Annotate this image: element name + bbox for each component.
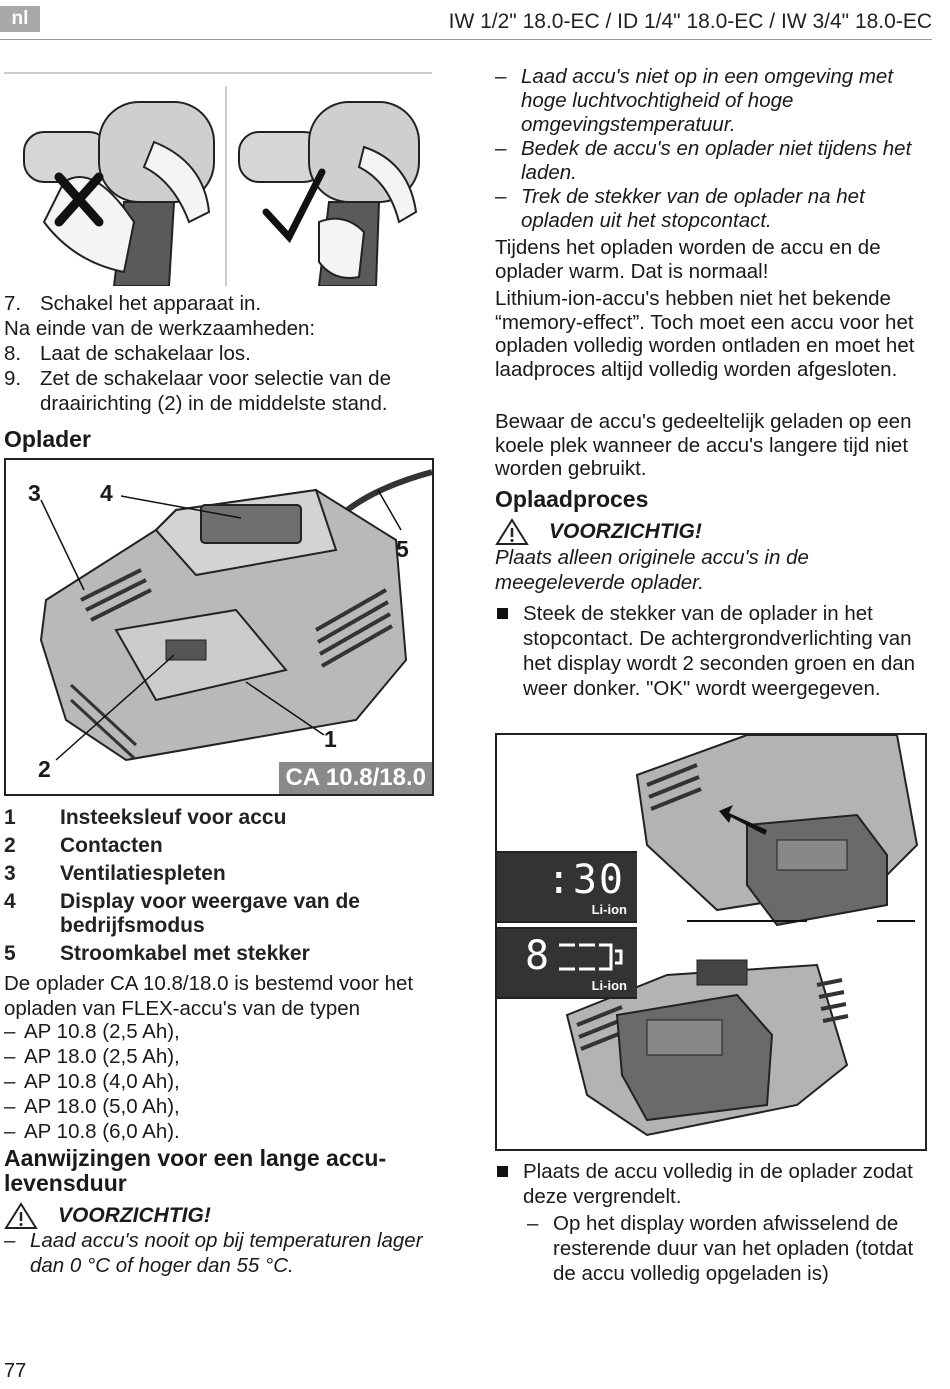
step-text: Schakel het apparaat in. xyxy=(40,292,262,315)
caution-list-left xyxy=(4,1228,432,1278)
battery-type-text: AP 10.8 (2,5 Ah), xyxy=(24,1020,180,1043)
caution-item-text: Laad accu's niet op in een omgeving met hoge luchtvochtigheid of hoge omgevingstemperatuur. xyxy=(521,65,894,136)
caution-block-left xyxy=(4,1202,211,1230)
header-title: IW 1/2" 18.0-EC / ID 1/4" 18.0-EC / IW 3/4" 18.0-EC xyxy=(448,10,932,33)
charging-process-heading: Oplaadproces xyxy=(495,486,649,512)
legend-item xyxy=(4,942,432,966)
bullet-insert-battery xyxy=(495,1159,930,1209)
battery-type-text: AP 10.8 (6,0 Ah). xyxy=(24,1120,180,1143)
steps-block xyxy=(4,291,432,416)
legend-item xyxy=(4,834,432,858)
callout-5: 5 xyxy=(396,536,409,562)
legend-text: Display voor weergave van de bedrijfsmodus xyxy=(60,890,360,937)
intro-paragraph: De oplader CA 10.8/18.0 is bestemd voor het opladen van FLEX-accu's van de typen xyxy=(4,972,414,1020)
charger-heading: Oplader xyxy=(4,426,91,452)
display-label: Li-ion xyxy=(591,902,627,917)
step-8 xyxy=(4,341,432,366)
legend-number: 5 xyxy=(4,942,16,965)
charger-legend xyxy=(4,806,432,966)
callout-4: 4 xyxy=(100,480,113,506)
bullet-text: Plaats de accu volledig in de oplader zodat deze vergrendelt. xyxy=(523,1160,913,1208)
legend-text: Stroomkabel met stekker xyxy=(60,942,310,965)
header-divider xyxy=(0,39,932,40)
step-number: 7. xyxy=(4,292,22,315)
legend-number: 4 xyxy=(4,890,16,913)
caution-label: VOORZICHTIG! xyxy=(58,1204,211,1227)
caution-item: – Bedek de accu's en oplader niet tijdens het laden. xyxy=(495,137,935,185)
legend-item xyxy=(4,862,432,886)
legend-text: Ventilatiespleten xyxy=(60,862,226,885)
sub-item-text: Op het display worden afwisselend de resterende duur van het opladen (totdat de accu volledig opgeladen is) xyxy=(553,1212,914,1285)
caution-text-right: Plaats alleen originele accu's in de meegeleverde oplader. xyxy=(495,546,809,594)
battery-type: – AP 10.8 (6,0 Ah). xyxy=(4,1120,180,1143)
step-number: 9. xyxy=(4,367,22,390)
legend-number: 1 xyxy=(4,806,16,829)
bullet-plug-in xyxy=(495,601,930,701)
caution-list-right xyxy=(495,65,935,233)
step-9 xyxy=(4,366,432,416)
battery-type-text: AP 18.0 (2,5 Ah), xyxy=(24,1045,180,1068)
step-number: 8. xyxy=(4,342,22,365)
battery-type-text: AP 10.8 (4,0 Ah), xyxy=(24,1070,180,1093)
battery-types-list xyxy=(4,1019,432,1144)
legend-number: 3 xyxy=(4,862,16,885)
battery-type: – AP 18.0 (2,5 Ah), xyxy=(4,1045,180,1068)
warning-triangle-icon xyxy=(495,518,529,546)
display-value: :30 xyxy=(546,857,625,903)
display-remaining-time xyxy=(497,851,637,923)
square-bullet-icon xyxy=(495,1159,523,1209)
callout-1: 1 xyxy=(324,726,337,752)
legend-item xyxy=(4,806,432,830)
display-sub-item: – Op het display worden afwisselend de resterende duur van het opladen (totdat de accu volledig opgeladen is) xyxy=(527,1211,932,1286)
charger-figure xyxy=(4,458,434,796)
square-bullet-icon xyxy=(495,601,523,701)
battery-level-icon xyxy=(555,941,627,973)
caution-item: – Laad accu's niet op in een omgeving met hoge luchtvochtigheid of hoge omgevingstemperatuur. xyxy=(495,65,935,137)
display-charge-level xyxy=(497,927,637,999)
battery-type: – AP 10.8 (4,0 Ah), xyxy=(4,1070,180,1093)
battery-type: – AP 18.0 (5,0 Ah), xyxy=(4,1095,180,1118)
callout-2: 2 xyxy=(38,756,51,782)
step-7 xyxy=(4,291,432,316)
caution-item: – Trek de stekker van de oplader na het opladen uit het stopcontact. xyxy=(495,185,935,233)
paragraph-memory-effect: Lithium-ion-accu's hebben niet het bekende “memory-effect”. Toch moet een accu voor het opladen volledig worden ontladen en moet het laadproces altijd volledig worden afgesloten. xyxy=(495,287,915,381)
language-badge: nl xyxy=(0,6,40,32)
caution-item-text: Laad accu's nooit op bij temperaturen lager dan 0 °C of hoger dan 55 °C. xyxy=(30,1229,423,1277)
bullet-text: Steek de stekker van de oplader in het stopcontact. De achtergrondverlichting van het display wordt 2 seconden groen en dan weer donker. "OK" wordt weergegeven. xyxy=(523,602,916,700)
after-work-text: Na einde van de werkzaamheden: xyxy=(4,317,316,340)
legend-text: Insteeksleuf voor accu xyxy=(60,806,287,829)
caution-item: – Laad accu's nooit op bij temperaturen lager dan 0 °C of hoger dan 55 °C. xyxy=(4,1228,432,1278)
display-value: 8 xyxy=(525,933,550,979)
caution-item-text: Trek de stekker van de oplader na het opladen uit het stopcontact. xyxy=(521,185,865,232)
insert-battery-figure xyxy=(495,733,927,1151)
battery-type: – AP 10.8 (2,5 Ah), xyxy=(4,1020,180,1043)
display-label: Li-ion xyxy=(591,978,627,993)
grip-illustration xyxy=(4,72,432,286)
model-label: CA 10.8/18.0 xyxy=(279,762,432,794)
paragraph-storage: Bewaar de accu's gedeeltelijk geladen op een koele plek wanneer de accu's langere tijd niet worden gebruikt. xyxy=(495,410,912,480)
battery-type-text: AP 18.0 (5,0 Ah), xyxy=(24,1095,180,1118)
step-text: Zet de schakelaar voor selectie van de draairichting (2) in de middelste stand. xyxy=(40,367,391,415)
caution-block-right xyxy=(495,518,702,546)
legend-item xyxy=(4,890,432,938)
legend-number: 2 xyxy=(4,834,16,857)
legend-text: Contacten xyxy=(60,834,163,857)
warning-triangle-icon xyxy=(4,1202,38,1230)
paragraph-warm: Tijdens het opladen worden de accu en de oplader warm. Dat is normaal! xyxy=(495,236,881,283)
page-number: 77 xyxy=(4,1360,27,1382)
callout-3: 3 xyxy=(28,480,41,506)
caution-label: VOORZICHTIG! xyxy=(549,520,702,543)
caution-item-text: Bedek de accu's en oplader niet tijdens het laden. xyxy=(521,137,912,184)
step-text: Laat de schakelaar los. xyxy=(40,342,251,365)
battery-life-heading: Aanwijzingen voor een lange accu-levensduur xyxy=(4,1145,387,1196)
